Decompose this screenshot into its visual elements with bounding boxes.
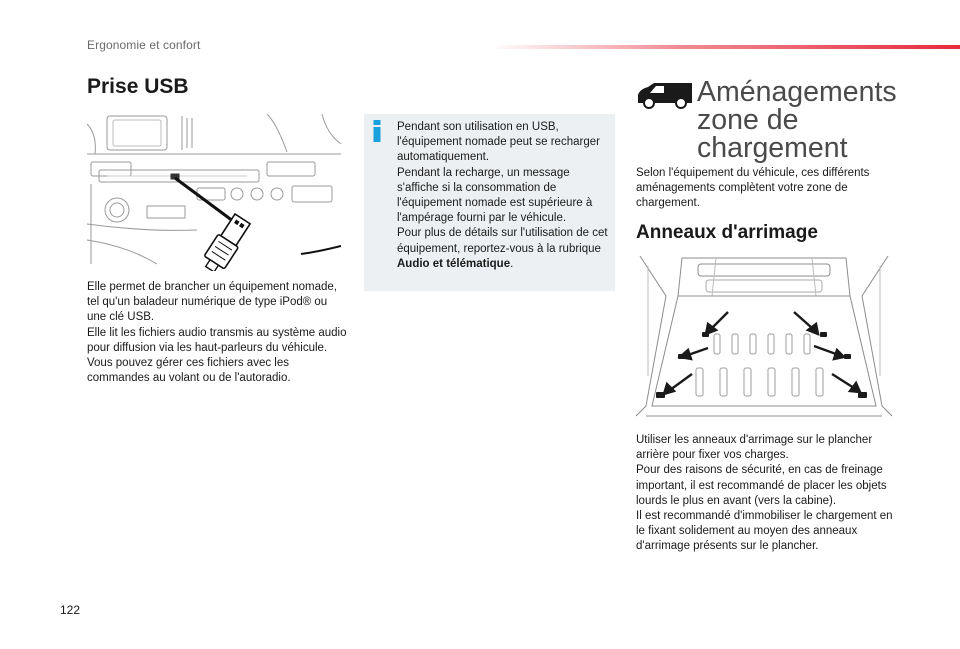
info-paragraph: Pendant la recharge, un message s'affiche si la consommation de l'équipement nomade est supérieure à l'ampérage fourni par le véhicule. <box>397 166 593 225</box>
cargo-title-line: zone de <box>697 104 799 136</box>
info-paragraph: Pendant son utilisation en USB, l'équipement nomade peut se recharger automatiquement. <box>397 121 600 164</box>
cargo-title-line: Aménagements <box>697 76 897 108</box>
cargo-section-title <box>697 78 937 162</box>
van-icon <box>636 81 694 109</box>
header-accent-bar <box>490 45 960 49</box>
usb-paragraph: Vous pouvez gérer ces fichiers avec les commandes au volant ou de l'autoradio. <box>87 357 291 385</box>
tie-down-description <box>636 433 898 555</box>
usb-port-illustration <box>87 114 341 271</box>
usb-paragraph: Elle lit les fichiers audio transmis au système audio pour diffusion via les haut-parleurs du véhicule. <box>87 326 347 354</box>
usb-description <box>87 280 349 386</box>
info-note-text <box>397 120 611 272</box>
tie-down-paragraph: Utiliser les anneaux d'arrimage sur le plancher arrière pour fixer vos charges. <box>636 434 873 462</box>
info-icon <box>370 120 384 142</box>
info-link-text: Audio et télématique <box>397 257 511 270</box>
info-text-part: . <box>510 257 514 270</box>
usb-paragraph: Elle permet de brancher un équipement nomade, tel qu'un baladeur numérique de type iPod® ou une clé USB. <box>87 281 337 324</box>
tie-down-paragraph: Il est recommandé d'immobiliser le chargement en le fixant solidement au moyen des anneaux d'arrimage présents sur le plancher. <box>636 510 893 553</box>
tie-down-subtitle: Anneaux d'arrimage <box>636 222 818 243</box>
info-paragraph <box>397 226 611 272</box>
cargo-title-line: chargement <box>697 132 848 164</box>
cargo-intro: Selon l'équipement du véhicule, ces différents aménagements complètent votre zone de chargement. <box>636 167 870 210</box>
cargo-floor-illustration <box>636 256 892 424</box>
page-number: 122 <box>60 603 81 617</box>
tie-down-paragraph: Pour des raisons de sécurité, en cas de freinage important, il est recommandé de placer les objets lourds le plus en avant (vers la cabine). <box>636 464 887 507</box>
usb-section-title: Prise USB <box>87 75 189 98</box>
section-header: Ergonomie et confort <box>87 38 201 52</box>
info-text-part: Pour plus de détails sur l'utilisation de cet équipement, reportez-vous à la rubrique <box>397 227 608 255</box>
